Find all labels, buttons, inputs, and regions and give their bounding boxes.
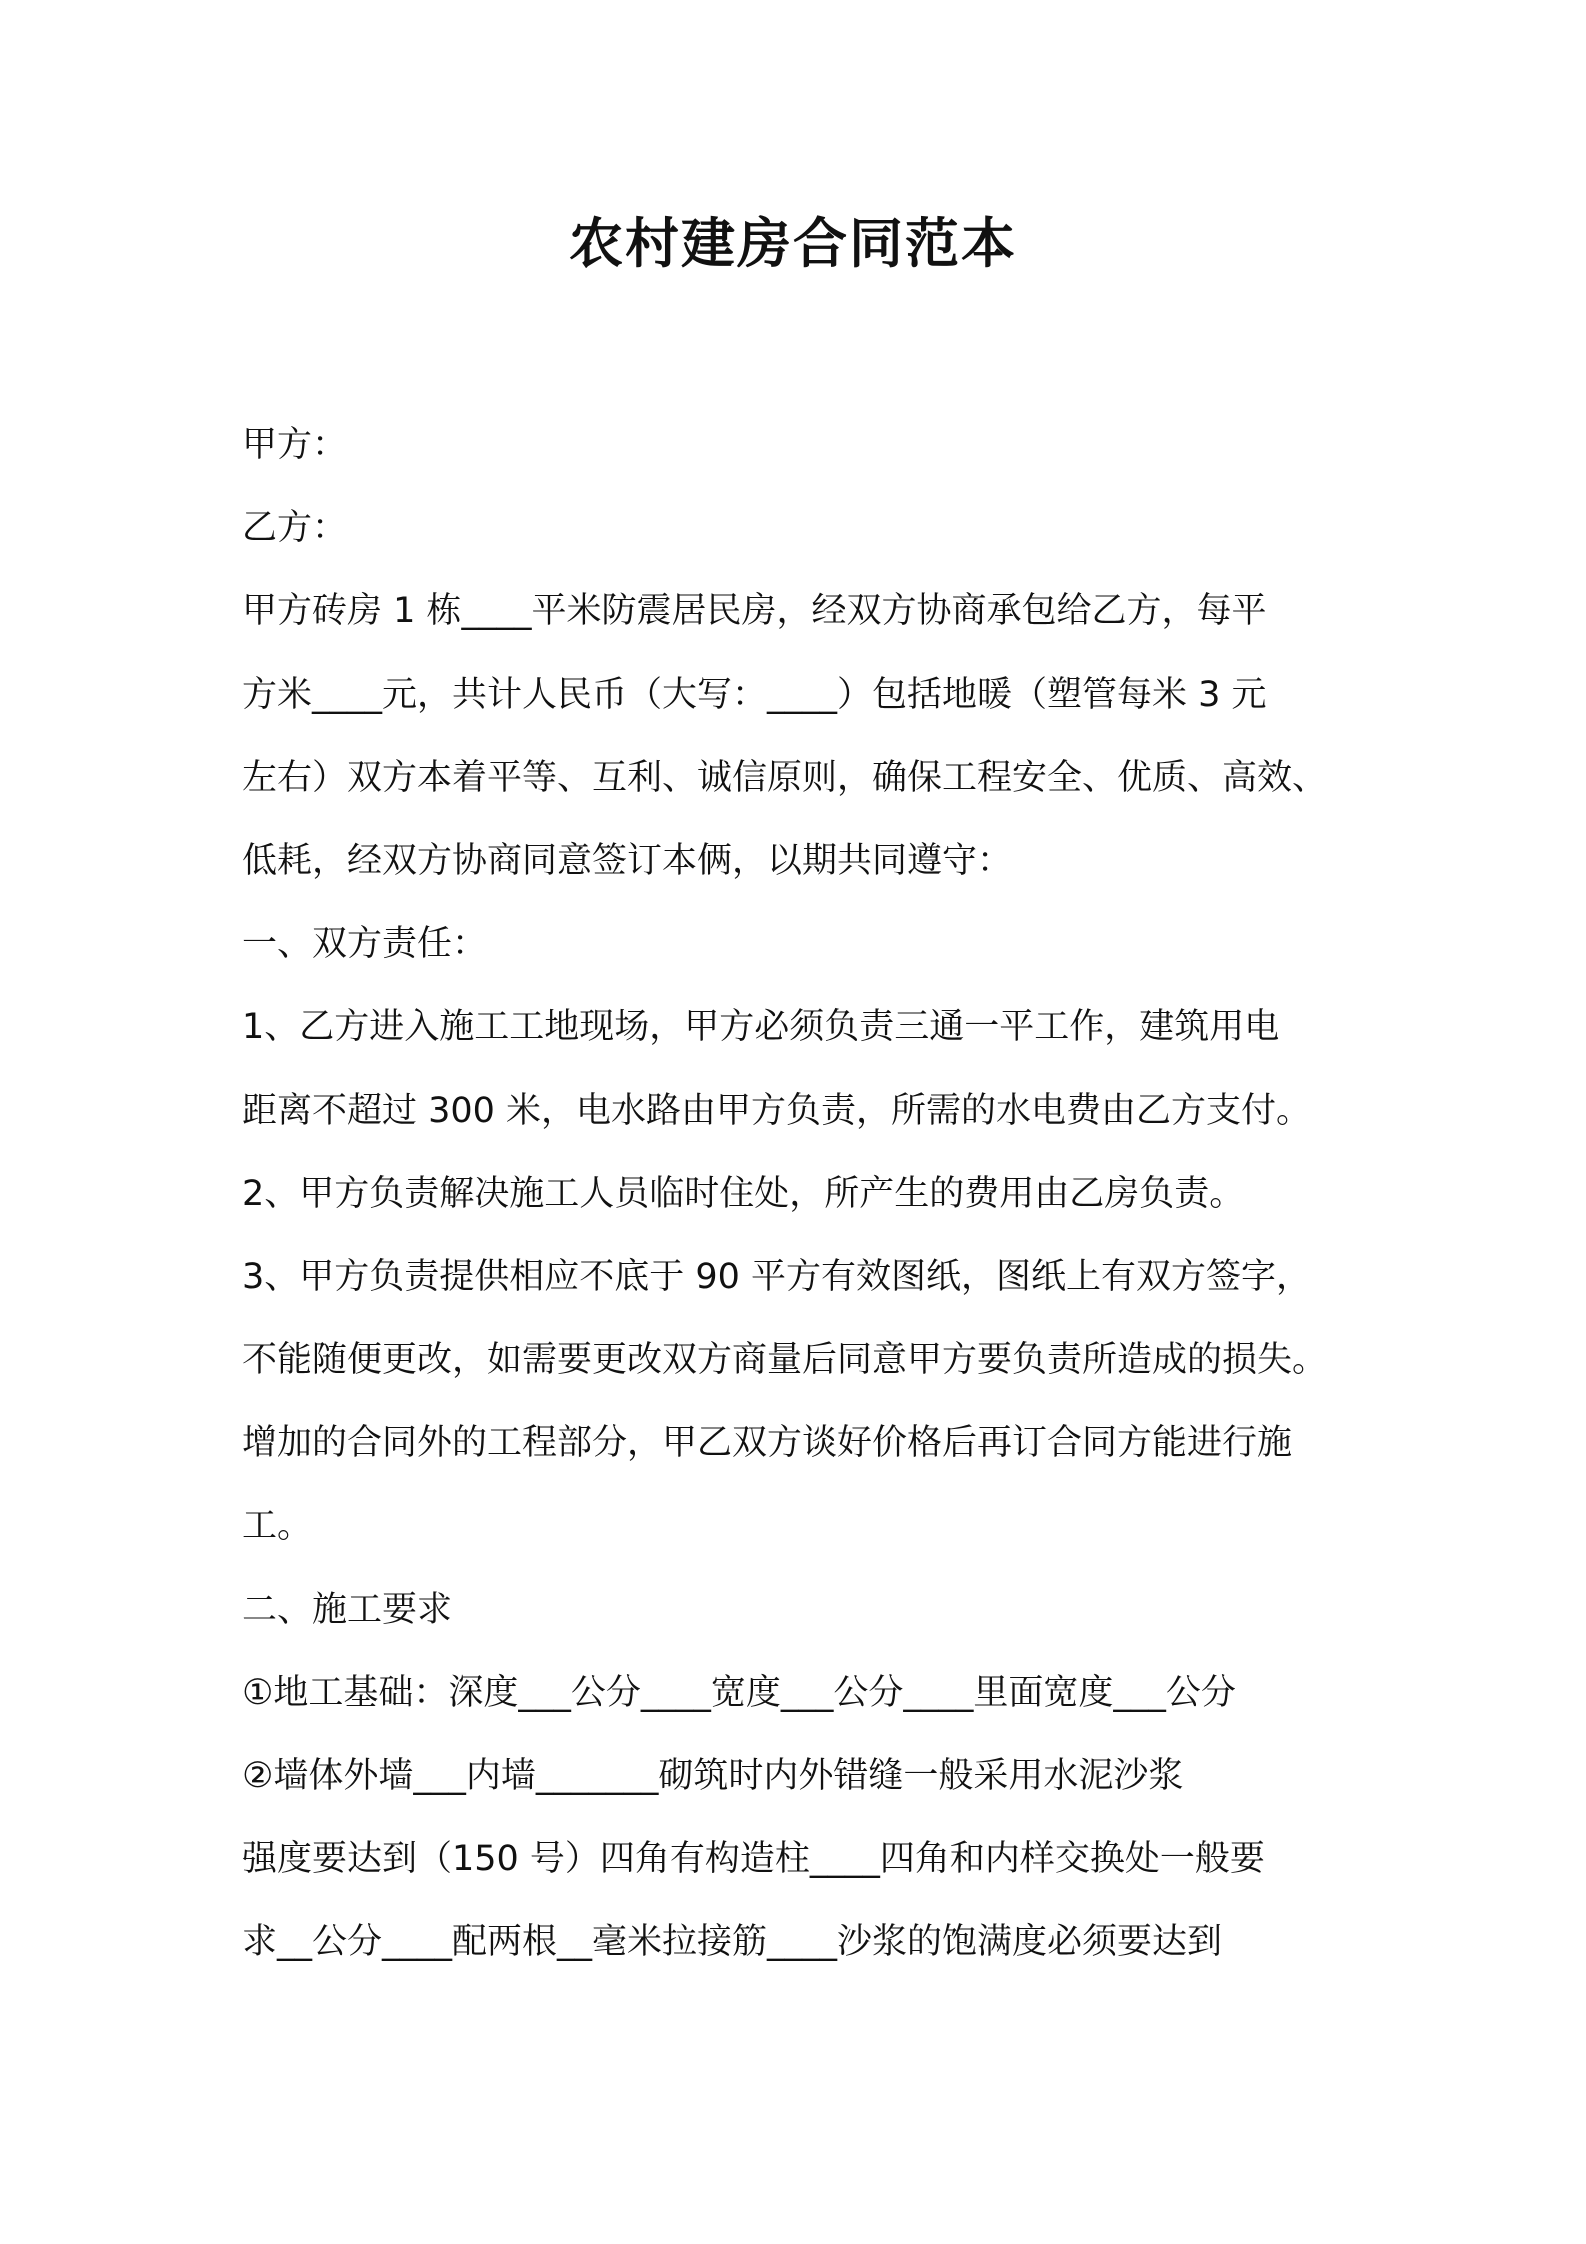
requirement-wall-line-2: 强度要达到（150 号）四角有构造柱____四角和内样交换处一般要 bbox=[242, 1839, 1265, 1880]
section-heading-responsibilities: 一、双方责任： bbox=[242, 924, 488, 965]
document-body bbox=[242, 404, 1367, 1985]
requirement-wall-line-1: ②墙体外墙___内墙_______砌筑时内外错缝一般采用水泥沙浆 bbox=[242, 1756, 1184, 1796]
requirement-foundation-line: ①地工基础：深度___公分____宽度___公分____里面宽度___公分 bbox=[242, 1672, 1236, 1713]
intro-line-4: 低耗，经双方协商同意签订本俩，以期共同遵守： bbox=[242, 840, 1013, 881]
intro-line-2: 方米____元，共计人民币（大写：____）包括地暖（塑管每米 3 元 bbox=[242, 674, 1267, 715]
requirement-wall-line-3: 求__公分____配两根__毫米拉接筋____沙浆的饱满度必须要达到 bbox=[242, 1922, 1223, 1963]
clause-1-line-2: 距离不超过 300 米，电水路由甲方负责，所需的水电费由乙方支付。 bbox=[242, 1090, 1312, 1131]
clause-3-line-2: 不能随便更改，如需要更改双方商量后同意甲方要负责所造成的损失。 bbox=[242, 1340, 1328, 1381]
clause-2-line: 2、甲方负责解决施工人员临时住处，所产生的费用由乙房负责。 bbox=[242, 1173, 1245, 1214]
clause-1-line-1: 1、乙方进入施工工地现场，甲方必须负责三通一平工作，建筑用电 bbox=[242, 1007, 1280, 1048]
party-a-line: 甲方： bbox=[242, 425, 348, 465]
intro-line-1: 甲方砖房 1 栋____平米防震居民房，经双方协商承包给乙方，每平 bbox=[242, 591, 1267, 632]
clause-3-line-3: 增加的合同外的工程部分，甲乙双方谈好价格后再订合同方能进行施 bbox=[242, 1423, 1293, 1464]
intro-line-3: 左右）双方本着平等、互利、诚信原则，确保工程安全、优质、高效、 bbox=[242, 757, 1328, 798]
party-b-line: 乙方： bbox=[242, 508, 348, 549]
document-title: 农村建房合同范本 bbox=[569, 212, 1017, 275]
section-heading-requirements: 二、施工要求 bbox=[242, 1589, 453, 1630]
clause-3-line-4: 工。 bbox=[242, 1506, 313, 1547]
clause-3-line-1: 3、甲方负责提供相应不底于 90 平方有效图纸，图纸上有双方签字， bbox=[242, 1256, 1312, 1297]
